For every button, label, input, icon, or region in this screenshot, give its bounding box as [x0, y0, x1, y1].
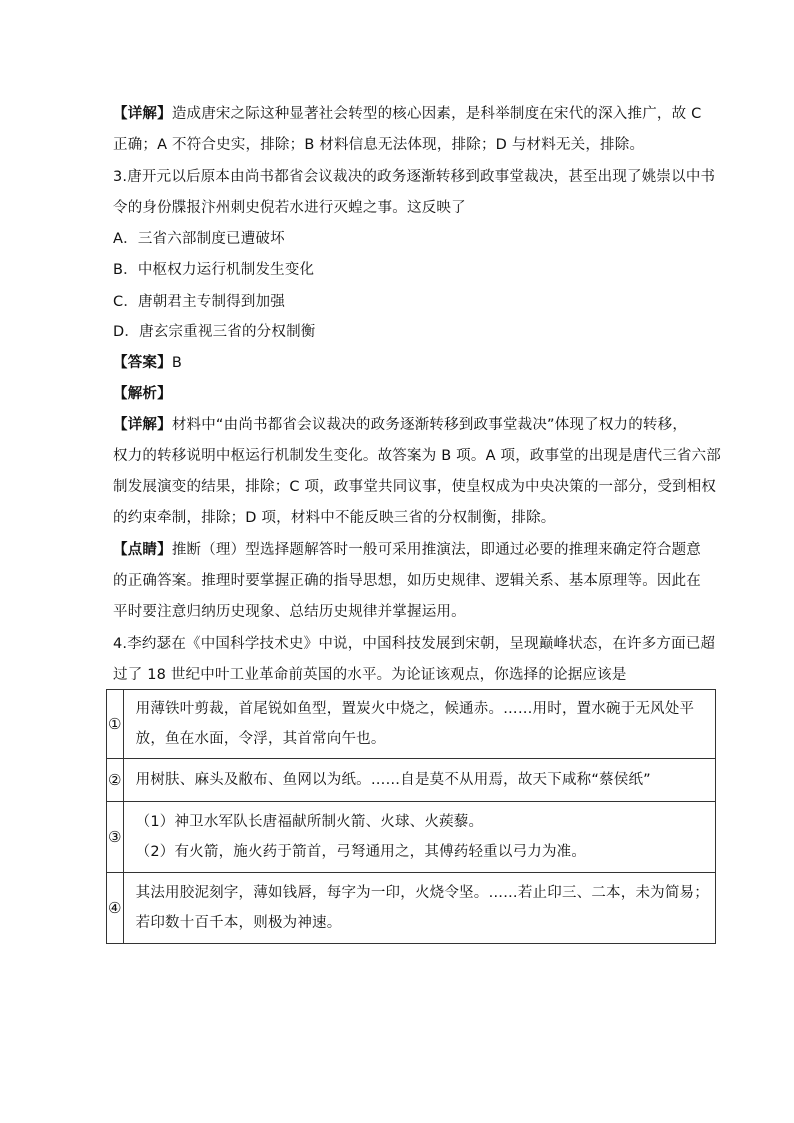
- q4-stem-line-2: 过了 18 世纪中叶工业革命前英国的水平。为论证该观点，你选择的论据应该是: [113, 667, 627, 683]
- q3-option-a: A．三省六部制度已遭破坏: [113, 231, 285, 247]
- q4-stem-line-1: 4.李约瑟在《中国科学技术史》中说，中国科技发展到宋朝，呈现巅峰状态，在许多方面已超: [113, 636, 716, 652]
- q3-detail-line-4: 的约束牵制，排除；D 项，材料中不能反映三省的分权制衡，排除。: [113, 510, 556, 526]
- row-text: 其法用胶泥刻字，薄如钱唇，每字为一印，火烧令坚。……若止印三、二本，未为简易； 若印数十百千本，则极为神速。: [123, 873, 715, 944]
- q3-answer: [113, 353, 182, 373]
- table-row: [107, 759, 716, 802]
- row-number: ①: [107, 690, 124, 759]
- table-row: [107, 873, 716, 944]
- q3-comment-line-2: 的正确答案。推理时要掌握正确的指导思想，如历史规律、逻辑关系、基本原理等。因此在: [113, 573, 701, 589]
- q3-option-d: D．唐玄宗重视三省的分权制衡: [113, 324, 316, 340]
- prev-detail-line-2: 正确；A 不符合史实，排除；B 材料信息无法体现，排除；D 与材料无关，排除。: [113, 137, 645, 153]
- row-number: ④: [107, 873, 124, 944]
- q3-detail-line-2: 权力的转移说明中枢运行机制发生变化。故答案为 B 项。A 项，政事堂的出现是唐代三省六部: [113, 448, 721, 464]
- answer-value: B: [171, 355, 182, 371]
- q3-analysis-tag: 【解析】: [113, 386, 172, 402]
- q3-detail-line-3: 制发展演变的结果，排除；C 项，政事堂共同议事，使皇权成为中央决策的一部分，受到相权: [113, 479, 717, 495]
- table-row: [107, 802, 716, 873]
- prev-detail-line-1: 【详解】造成唐宋之际这种显著社会转型的核心因素，是科举制度在宋代的深入推广，故 C: [113, 106, 702, 122]
- row-number: ③: [107, 802, 124, 873]
- q3-comment-line-3: 平时要注意归纳历史现象、总结历史规律并掌握运用。: [113, 604, 466, 620]
- detail-tag: 【详解】: [113, 106, 172, 122]
- row-number: ②: [107, 759, 124, 802]
- table-row: [107, 690, 716, 759]
- q3-stem-line-2: 令的身份牒报汴州刺史倪若水进行灭蝗之事。这反映了: [113, 200, 466, 216]
- detail-tag: 【详解】: [113, 417, 172, 433]
- q3-stem-line-1: 3.唐开元以后原本由尚书都省会议裁决的政务逐渐转移到政事堂裁决，甚至出现了姚崇以中书: [113, 169, 716, 185]
- q3-detail-line-1: 【详解】材料中“由尚书都省会议裁决的政务逐渐转移到政事堂裁决”体现了权力的转移，: [113, 417, 688, 433]
- row-text: （1）神卫水军队长唐福献所制火箭、火球、火蒺藜。 （2）有火箭，施火药于箭首，弓弩通用之，其傅药轻重以弓力为准。: [123, 802, 715, 873]
- q3-option-b: B．中枢权力运行机制发生变化: [113, 262, 315, 278]
- comment-tag: 【点睛】: [113, 542, 172, 558]
- answer-tag: 【答案】: [113, 355, 172, 371]
- row-text: 用树肤、麻头及敝布、鱼网以为纸。……自是莫不从用焉，故天下咸称“蔡侯纸”: [123, 759, 715, 802]
- q3-option-c: C．唐朝君主专制得到加强: [113, 294, 286, 310]
- evidence-table: [106, 689, 716, 944]
- q3-comment-line-1: 【点睛】推断（理）型选择题解答时一般可采用推演法，即通过必要的推理来确定符合题意: [113, 542, 702, 558]
- row-text: 用薄铁叶剪裁，首尾锐如鱼型，置炭火中烧之，候通赤。……用时，置水碗于无风处平 放，鱼在水面，令浮，其首常向午也。: [123, 690, 715, 759]
